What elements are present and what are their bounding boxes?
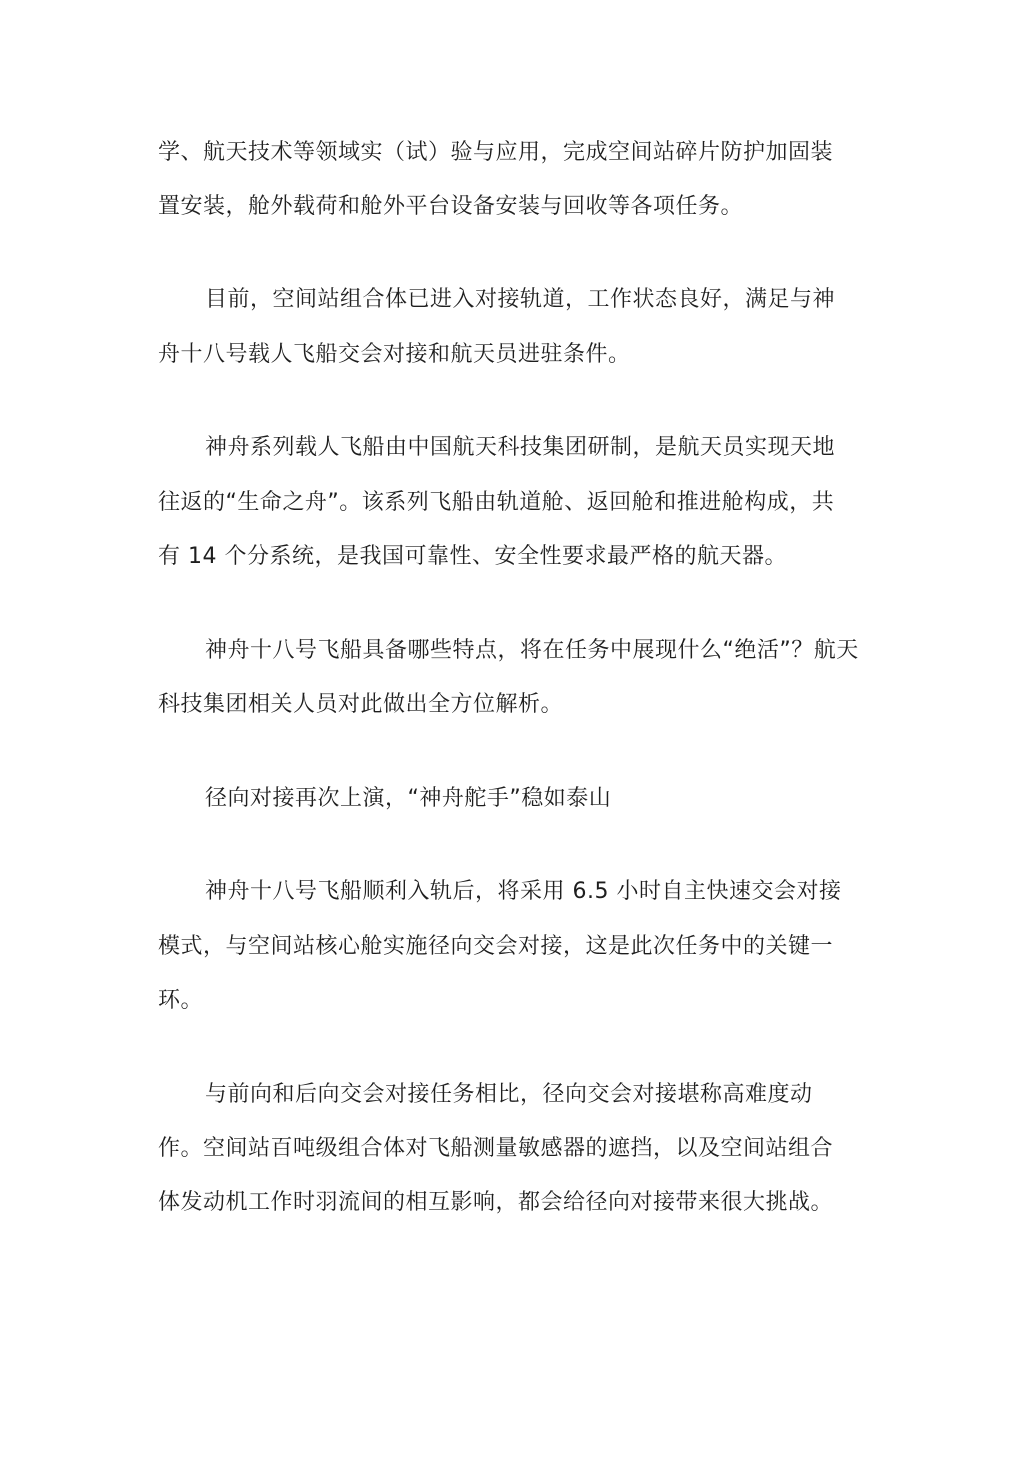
- paragraph-line: 模式，与空间站核心舱实施径向交会对接，这是此次任务中的关键一: [158, 934, 834, 959]
- paragraph-line: 置安装，舱外载荷和舱外平台设备安装与回收等各项任务。: [158, 194, 744, 219]
- paragraph-line: 学、航天技术等领域实（试）验与应用，完成空间站碎片防护加固装: [158, 140, 834, 165]
- paragraph-line: 与前向和后向交会对接任务相比，径向交会对接堪称高难度动: [205, 1082, 813, 1107]
- paragraph-line: 往返的“生命之舟”。该系列飞船由轨道舱、返回舱和推进舱构成，共: [158, 490, 835, 515]
- paragraph-line: 神舟十八号飞船顺利入轨后，将采用 6.5 小时自主快速交会对接: [205, 879, 842, 904]
- paragraph-line: 神舟系列载人飞船由中国航天科技集团研制，是航天员实现天地: [205, 435, 836, 460]
- paragraph-line: 神舟十八号飞船具备哪些特点，将在任务中展现什么“绝活”？航天: [205, 638, 859, 663]
- paragraph-line: 有 14 个分系统，是我国可靠性、安全性要求最严格的航天器。: [158, 544, 787, 569]
- paragraph-line: 目前，空间站组合体已进入对接轨道，工作状态良好，满足与神: [205, 287, 836, 312]
- section-heading: 径向对接再次上演，“神舟舵手”稳如泰山: [205, 786, 612, 811]
- paragraph-line: 体发动机工作时羽流间的相互影响，都会给径向对接带来很大挑战。: [158, 1190, 834, 1215]
- paragraph-line: 舟十八号载人飞船交会对接和航天员进驻条件。: [158, 342, 631, 367]
- paragraph-line: 作。空间站百吨级组合体对飞船测量敏感器的遮挡，以及空间站组合: [158, 1136, 834, 1161]
- paragraph-line: 环。: [158, 988, 204, 1013]
- paragraph-line: 科技集团相关人员对此做出全方位解析。: [158, 692, 564, 717]
